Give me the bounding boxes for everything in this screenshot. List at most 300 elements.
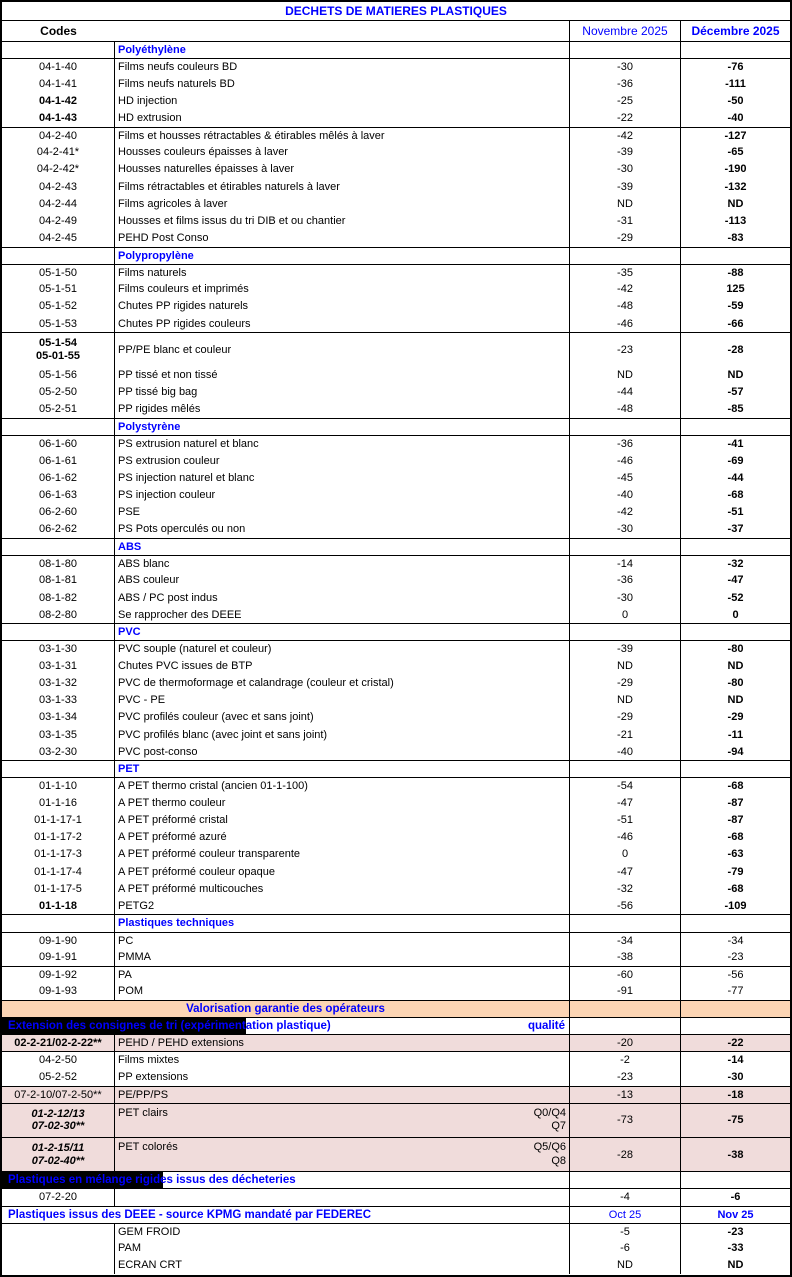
- november-value: -48: [570, 298, 681, 315]
- code-cell: 03-1-31: [2, 658, 115, 675]
- description-cell: Housses et films issus du tri DIB et ou chantier: [115, 212, 570, 229]
- november-value: -29: [570, 229, 681, 246]
- table-row: [2, 58, 790, 75]
- description-cell: PAM: [115, 1240, 570, 1257]
- table-row: [2, 452, 790, 469]
- description-cell: Films mixtes: [115, 1052, 570, 1068]
- table-row: [2, 127, 790, 144]
- table-row: [2, 401, 790, 418]
- code-cell: 01-1-16: [2, 795, 115, 812]
- description-cell: PVC profilés blanc (avec joint et sans joint): [115, 726, 570, 743]
- code-cell: 04-2-40: [2, 128, 115, 144]
- section-row: [2, 247, 790, 264]
- description-cell: PVC post-conso: [115, 743, 570, 760]
- section-title: [115, 419, 570, 435]
- banner-label: Plastiques en mélange rigides issus des décheteries: [8, 1174, 296, 1187]
- table-row: [2, 486, 790, 503]
- description-column-header: [115, 21, 570, 41]
- description-cell: Films agricoles à laver: [115, 195, 570, 212]
- code-cell: 05-1-52: [2, 298, 115, 315]
- table-row: [2, 178, 790, 195]
- section-label: Polystyrène: [118, 420, 181, 433]
- december-cell: [681, 761, 790, 777]
- november-value: -21: [570, 726, 681, 743]
- november-value: -30: [570, 161, 681, 178]
- december-value: ND: [727, 694, 744, 707]
- description-cell: [115, 1138, 570, 1171]
- section-row: [2, 760, 790, 777]
- december-value: -59: [727, 300, 744, 313]
- code-cell: 01-1-17-2: [2, 829, 115, 846]
- december-value: -44: [727, 471, 744, 484]
- description-line: [118, 1155, 566, 1169]
- code-cell: 06-1-62: [2, 469, 115, 486]
- description-cell: Housses naturelles épaisses à laver: [115, 161, 570, 178]
- code-cell: 01-1-10: [2, 778, 115, 794]
- november-value: -6: [570, 1240, 681, 1257]
- november-value: -42: [570, 281, 681, 298]
- description-cell: Films naturels: [115, 265, 570, 281]
- table-row: [2, 949, 790, 966]
- december-value: -38: [727, 1148, 744, 1161]
- description-cell: Chutes PVC issues de BTP: [115, 658, 570, 675]
- code-cell: 05-1-50: [2, 265, 115, 281]
- december-cell: [681, 539, 790, 555]
- december-cell: [681, 42, 790, 58]
- november-value: 0: [570, 846, 681, 863]
- code-cell: 09-1-90: [2, 933, 115, 949]
- december-value: -23: [727, 1225, 744, 1238]
- description-line: [118, 1141, 566, 1155]
- description-line: [118, 1120, 566, 1134]
- code-cell: [2, 1257, 115, 1274]
- quality-label: Q0/Q4: [533, 1106, 566, 1119]
- code-cell: 07-2-20: [2, 1189, 115, 1205]
- table-row: [2, 1069, 790, 1086]
- quality-label: Q7: [551, 1120, 566, 1133]
- table-row: [2, 366, 790, 383]
- code-line: 07-02-30**: [31, 1120, 85, 1133]
- november-value: -36: [570, 75, 681, 92]
- description-cell: PE/PP/PS: [115, 1087, 570, 1103]
- section-label: Polypropylène: [118, 249, 194, 262]
- november-value: -47: [570, 795, 681, 812]
- table-row: [2, 298, 790, 315]
- banner-row: [2, 1000, 790, 1017]
- november-value: -29: [570, 675, 681, 692]
- table-row: [2, 144, 790, 161]
- december-value: -68: [727, 831, 744, 844]
- table-row: [2, 726, 790, 743]
- section-label: Plastiques techniques: [118, 917, 235, 930]
- november-value: -73: [570, 1104, 681, 1137]
- table-row: [2, 692, 790, 709]
- description-cell: Films rétractables et étirables naturels à laver: [115, 178, 570, 195]
- code-cell: [2, 1138, 115, 1171]
- table-row: [2, 829, 790, 846]
- code-cell: 04-2-42*: [2, 161, 115, 178]
- december-value: -83: [727, 231, 744, 244]
- november-value: -44: [570, 384, 681, 401]
- code-cell: 01-1-17-1: [2, 812, 115, 829]
- code-cell: [2, 248, 115, 264]
- code-cell: 04-1-43: [2, 110, 115, 127]
- november-value: -46: [570, 829, 681, 846]
- december-value: -11: [727, 728, 744, 741]
- table-row: [2, 92, 790, 109]
- banner-label: Plastiques issus des DEEE - source KPMG mandaté par FEDEREC: [8, 1208, 371, 1221]
- code-cell: 05-1-53: [2, 315, 115, 332]
- code-cell: [2, 419, 115, 435]
- november-value: -48: [570, 401, 681, 418]
- code-cell: 01-1-18: [2, 897, 115, 914]
- table-row: [2, 1188, 790, 1205]
- section-row: [2, 623, 790, 640]
- table-row: [2, 675, 790, 692]
- december-value: ND: [727, 368, 744, 381]
- table-row: [2, 966, 790, 983]
- description-cell: Films et housses rétractables & étirables mêlés à laver: [115, 128, 570, 144]
- quality-label: Q8: [551, 1154, 566, 1167]
- description-cell: PP extensions: [115, 1069, 570, 1086]
- november-value: -5: [570, 1224, 681, 1240]
- description-cell: Housses couleurs épaisses à laver: [115, 144, 570, 161]
- december-value: -63: [727, 848, 744, 861]
- description-cell: ABS blanc: [115, 556, 570, 572]
- december-value: -75: [727, 1114, 744, 1127]
- code-cell: [2, 915, 115, 931]
- code-cell: 06-2-60: [2, 503, 115, 520]
- november-value: -36: [570, 436, 681, 452]
- december-value: -50: [727, 94, 744, 107]
- section-label: PVC: [118, 626, 141, 639]
- section-title: [115, 539, 570, 555]
- november-value: -25: [570, 92, 681, 109]
- december-value: -51: [727, 505, 744, 518]
- december-value: -34: [727, 934, 744, 947]
- november-value: -30: [570, 589, 681, 606]
- banner-label: Extension des consignes de tri (expérimentation plastique): [8, 1020, 331, 1033]
- column-header-row: [2, 20, 790, 41]
- code-cell: [2, 624, 115, 640]
- table-row: [2, 1223, 790, 1240]
- code-cell: 01-1-17-3: [2, 846, 115, 863]
- december-value: -57: [727, 386, 744, 399]
- code-cell: 01-1-17-4: [2, 863, 115, 880]
- december-value: -56: [727, 968, 744, 981]
- december-value: -77: [727, 985, 744, 998]
- december-value: -79: [727, 865, 744, 878]
- november-value: -2: [570, 1052, 681, 1068]
- section-title: [115, 248, 570, 264]
- december-value: -80: [727, 643, 744, 656]
- december-value: -37: [727, 523, 744, 536]
- page-title: DECHETS DE MATIERES PLASTIQUES: [285, 4, 507, 18]
- december-value: -69: [727, 454, 744, 467]
- december-value: -68: [727, 780, 744, 793]
- november-value: -29: [570, 709, 681, 726]
- banner-label: Valorisation garantie des opérateurs: [186, 1003, 385, 1016]
- banner-merged-cell: [2, 1001, 570, 1017]
- code-line: 05-01-55: [35, 349, 81, 362]
- november-value: -39: [570, 641, 681, 657]
- table-row: [2, 521, 790, 538]
- december-value: -47: [727, 574, 744, 587]
- description-cell: PVC - PE: [115, 692, 570, 709]
- description-cell: PS Pots operculés ou non: [115, 521, 570, 538]
- code-cell: 09-1-93: [2, 983, 115, 1000]
- code-cell: 03-1-30: [2, 641, 115, 657]
- description-cell: PEHD Post Conso: [115, 229, 570, 246]
- description-cell: [115, 1189, 570, 1205]
- description-cell: ABS couleur: [115, 572, 570, 589]
- table-row: [2, 503, 790, 520]
- code-cell: 05-2-52: [2, 1069, 115, 1086]
- november-value: -46: [570, 315, 681, 332]
- code-cell: [2, 333, 115, 366]
- table-row: [2, 846, 790, 863]
- code-line: 01-2-15/11: [31, 1142, 85, 1155]
- table-row: [2, 983, 790, 1000]
- december-value: -111: [725, 77, 746, 90]
- section-title: [115, 624, 570, 640]
- code-cell: 05-2-51: [2, 401, 115, 418]
- description-cell: [115, 1104, 570, 1137]
- november-value: -23: [570, 333, 681, 366]
- table-row: [2, 709, 790, 726]
- description-cell: PA: [115, 967, 570, 983]
- december-value: -22: [727, 1037, 744, 1050]
- description-cell: Films neufs couleurs BD: [115, 59, 570, 75]
- description-cell: Chutes PP rigides couleurs: [115, 315, 570, 332]
- table-row: [2, 1257, 790, 1274]
- december-cell: [681, 915, 790, 931]
- description-cell: PVC de thermoformage et calandrage (couleur et cristal): [115, 675, 570, 692]
- code-cell: 05-1-51: [2, 281, 115, 298]
- code-cell: 02-2-21/02-2-22**: [2, 1035, 115, 1051]
- code-cell: 04-2-49: [2, 212, 115, 229]
- code-cell: 03-1-34: [2, 709, 115, 726]
- description-cell: Films neufs naturels BD: [115, 75, 570, 92]
- banner-row: [2, 1017, 790, 1034]
- november-value: -40: [570, 486, 681, 503]
- description-cell: PP/PE blanc et couleur: [115, 333, 570, 366]
- code-cell: 04-1-41: [2, 75, 115, 92]
- description-cell: HD injection: [115, 92, 570, 109]
- table-row: [2, 195, 790, 212]
- code-cell: 09-1-91: [2, 949, 115, 966]
- banner-merged-cell: [2, 1207, 570, 1223]
- section-label: ABS: [118, 540, 142, 553]
- december-value: -113: [724, 214, 747, 227]
- code-cell: 08-1-82: [2, 589, 115, 606]
- december-cell: [681, 1018, 790, 1034]
- table-row: [2, 264, 790, 281]
- code-cell: 06-1-61: [2, 452, 115, 469]
- table-row: [2, 743, 790, 760]
- december-value: -127: [724, 129, 747, 142]
- table-title-row: [2, 2, 790, 20]
- december-value: -30: [727, 1071, 744, 1084]
- december-value: -65: [727, 146, 744, 159]
- december-value: -41: [727, 437, 744, 450]
- november-value: -46: [570, 452, 681, 469]
- section-title: [115, 915, 570, 931]
- section-title: [115, 42, 570, 58]
- december-value: -109: [724, 899, 747, 912]
- code-cell: 04-1-42: [2, 92, 115, 109]
- table-row: [2, 795, 790, 812]
- description-cell: A PET préformé cristal: [115, 812, 570, 829]
- table-row: [2, 161, 790, 178]
- table-row: [2, 435, 790, 452]
- table-row: [2, 384, 790, 401]
- code-cell: 03-1-35: [2, 726, 115, 743]
- table-row: [2, 606, 790, 623]
- banner-row: [2, 1171, 790, 1188]
- code-cell: 04-1-40: [2, 59, 115, 75]
- code-line: 07-02-40**: [31, 1154, 85, 1167]
- november-value: ND: [570, 366, 681, 383]
- table-row: [2, 777, 790, 794]
- code-cell: 05-1-56: [2, 366, 115, 383]
- november-value: ND: [570, 658, 681, 675]
- description-line: [118, 1107, 566, 1121]
- table-row: [2, 1240, 790, 1257]
- november-cell: [570, 1172, 681, 1188]
- description-cell: POM: [115, 983, 570, 1000]
- code-cell: [2, 42, 115, 58]
- description-cell: Se rapprocher des DEEE: [115, 606, 570, 623]
- december-value: -40: [727, 112, 744, 125]
- description-cell: PETG2: [115, 897, 570, 914]
- november-cell: [570, 915, 681, 931]
- code-cell: 04-2-50: [2, 1052, 115, 1068]
- november-cell: [570, 761, 681, 777]
- november-value: -14: [570, 556, 681, 572]
- december-value: -66: [727, 317, 744, 330]
- description-cell: GEM FROID: [115, 1224, 570, 1240]
- description-cell: A PET préformé couleur opaque: [115, 863, 570, 880]
- code-cell: 04-2-45: [2, 229, 115, 246]
- table-row: [2, 880, 790, 897]
- november-value: -32: [570, 880, 681, 897]
- table-row: [2, 110, 790, 127]
- section-row: [2, 538, 790, 555]
- november-cell: [570, 1018, 681, 1034]
- table-row: [2, 932, 790, 949]
- november-value: -47: [570, 863, 681, 880]
- description-cell: PP tissé et non tissé: [115, 366, 570, 383]
- december-value: -68: [727, 882, 744, 895]
- december-value: -68: [727, 488, 744, 501]
- table-row: [2, 863, 790, 880]
- description-cell: A PET préformé couleur transparente: [115, 846, 570, 863]
- banner-merged-cell: [2, 1018, 570, 1034]
- table-row: [2, 229, 790, 246]
- december-value: -87: [727, 797, 744, 810]
- december-cell: [681, 248, 790, 264]
- december-value: -88: [727, 266, 744, 279]
- banner-merged-cell: [2, 1172, 570, 1188]
- description-cell: A PET thermo cristal (ancien 01-1-100): [115, 778, 570, 794]
- table-row: [2, 281, 790, 298]
- code-cell: [2, 1104, 115, 1137]
- december-value: -190: [724, 163, 747, 176]
- december-cell: [681, 624, 790, 640]
- december-value: ND: [727, 660, 744, 673]
- code-cell: 04-2-43: [2, 178, 115, 195]
- november-value: ND: [570, 1257, 681, 1274]
- code-cell: [2, 1224, 115, 1240]
- description-text: PET colorés: [118, 1140, 178, 1153]
- table-row: [2, 640, 790, 657]
- section-title: [115, 761, 570, 777]
- december-value: -80: [727, 677, 744, 690]
- banner-row: [2, 1206, 790, 1223]
- code-cell: [2, 539, 115, 555]
- december-value: ND: [727, 197, 744, 210]
- december-value: 125: [726, 283, 745, 296]
- november-cell: [570, 248, 681, 264]
- code-cell: 06-1-60: [2, 436, 115, 452]
- december-value: -6: [730, 1191, 741, 1204]
- description-cell: PVC souple (naturel et couleur): [115, 641, 570, 657]
- description-cell: PP rigides mêlés: [115, 401, 570, 418]
- december-value: -29: [727, 711, 744, 724]
- banner-right-label: qualité: [527, 1020, 565, 1033]
- november-value: -30: [570, 521, 681, 538]
- december-value: ND: [727, 1259, 744, 1272]
- december-value: -18: [727, 1088, 744, 1101]
- quality-label: Q5/Q6: [533, 1140, 566, 1153]
- november-value: 0: [570, 606, 681, 623]
- table-row: [2, 555, 790, 572]
- november-value: -31: [570, 212, 681, 229]
- description-cell: PVC profilés couleur (avec et sans joint): [115, 709, 570, 726]
- december-value: -23: [727, 951, 744, 964]
- december-column-header: Décembre 2025: [691, 24, 780, 38]
- november-value: -42: [570, 128, 681, 144]
- section-row: [2, 418, 790, 435]
- table-row: [2, 1051, 790, 1068]
- november-cell: [570, 539, 681, 555]
- table-row: [2, 1137, 790, 1171]
- table-row: [2, 658, 790, 675]
- december-value: -76: [727, 61, 744, 74]
- description-cell: A PET préformé azuré: [115, 829, 570, 846]
- november-value: -22: [570, 110, 681, 127]
- november-value: -39: [570, 144, 681, 161]
- codes-column-header: Codes: [40, 24, 77, 38]
- code-cell: 08-1-81: [2, 572, 115, 589]
- november-value: -54: [570, 778, 681, 794]
- november-value: -28: [570, 1138, 681, 1171]
- november-value: -45: [570, 469, 681, 486]
- code-cell: 08-2-80: [2, 606, 115, 623]
- description-cell: ABS / PC post indus: [115, 589, 570, 606]
- table-row: [2, 572, 790, 589]
- november-cell: [570, 419, 681, 435]
- code-cell: 05-2-50: [2, 384, 115, 401]
- section-label: Polyéthylène: [118, 44, 186, 57]
- december-cell: [681, 419, 790, 435]
- section-row: [2, 914, 790, 931]
- november-value: -56: [570, 897, 681, 914]
- code-cell: 03-1-33: [2, 692, 115, 709]
- november-value: -13: [570, 1087, 681, 1103]
- november-header-value: Oct 25: [570, 1207, 681, 1223]
